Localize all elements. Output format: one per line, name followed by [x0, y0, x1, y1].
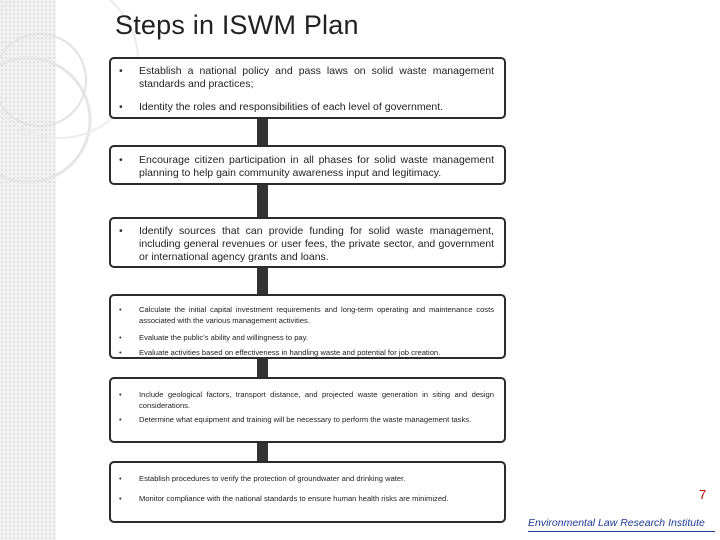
step-text: Establish procedures to verify the protection of groundwater and drinking water. [139, 474, 406, 483]
bullet-icon: • [119, 390, 122, 399]
connector-2-3 [257, 182, 268, 220]
bullet-icon: • [119, 333, 122, 342]
slide-title: Steps in ISWM Plan [115, 10, 359, 40]
step-box-4 [109, 294, 506, 359]
step-text: Include geological factors, transport distance, and projected waste generation in siting and design considerations. [139, 390, 494, 410]
step-text: Evaluate the public’s ability and willingness to pay. [139, 333, 308, 342]
bullet-icon: • [119, 348, 122, 357]
step-text: Identity the roles and responsibilities of each level of government. [139, 101, 444, 113]
step-text: Calculate the initial capital investment requirements and long-term operating and maintenance costs associated with the various management activities. [139, 305, 494, 325]
step-text: Encourage citizen participation in all phases for solid waste management planning to help gain community awareness input and legitimacy. [139, 154, 494, 179]
step-text: Evaluate activities based on effectiveness in handling waste and potential for job creation. [139, 348, 441, 357]
bullet-icon: • [119, 65, 123, 77]
footer-credit: Environmental Law Research Institute [528, 517, 705, 529]
bullet-icon: • [119, 415, 122, 424]
step-text: Establish a national policy and pass laws on solid waste management standards and practices; [139, 65, 494, 90]
bullet-icon: • [119, 101, 123, 113]
step-text: Monitor compliance with the national standards to ensure human health risks are minimized. [139, 494, 449, 503]
bullet-icon: • [119, 474, 122, 483]
step-text: Determine what equipment and training will be necessary to perform the waste management tasks. [139, 415, 472, 424]
page-number: 7 [699, 487, 707, 502]
step-text: Identify sources that can provide funding for solid waste management, including general revenues or user fees, the private sector, and government or international agency grants and loans. [139, 225, 494, 263]
connector-3-4 [257, 265, 268, 297]
step-box-2 [109, 145, 506, 185]
step-box-3 [109, 217, 506, 268]
step-box-1 [109, 57, 506, 119]
footer-underline [528, 531, 715, 532]
bullet-icon: • [119, 494, 122, 503]
step-box-5 [109, 377, 506, 443]
bullet-icon: • [119, 154, 123, 166]
bullet-icon: • [119, 225, 123, 237]
connector-1-2 [257, 116, 268, 148]
step-box-6 [109, 461, 506, 523]
bullet-icon: • [119, 305, 122, 314]
